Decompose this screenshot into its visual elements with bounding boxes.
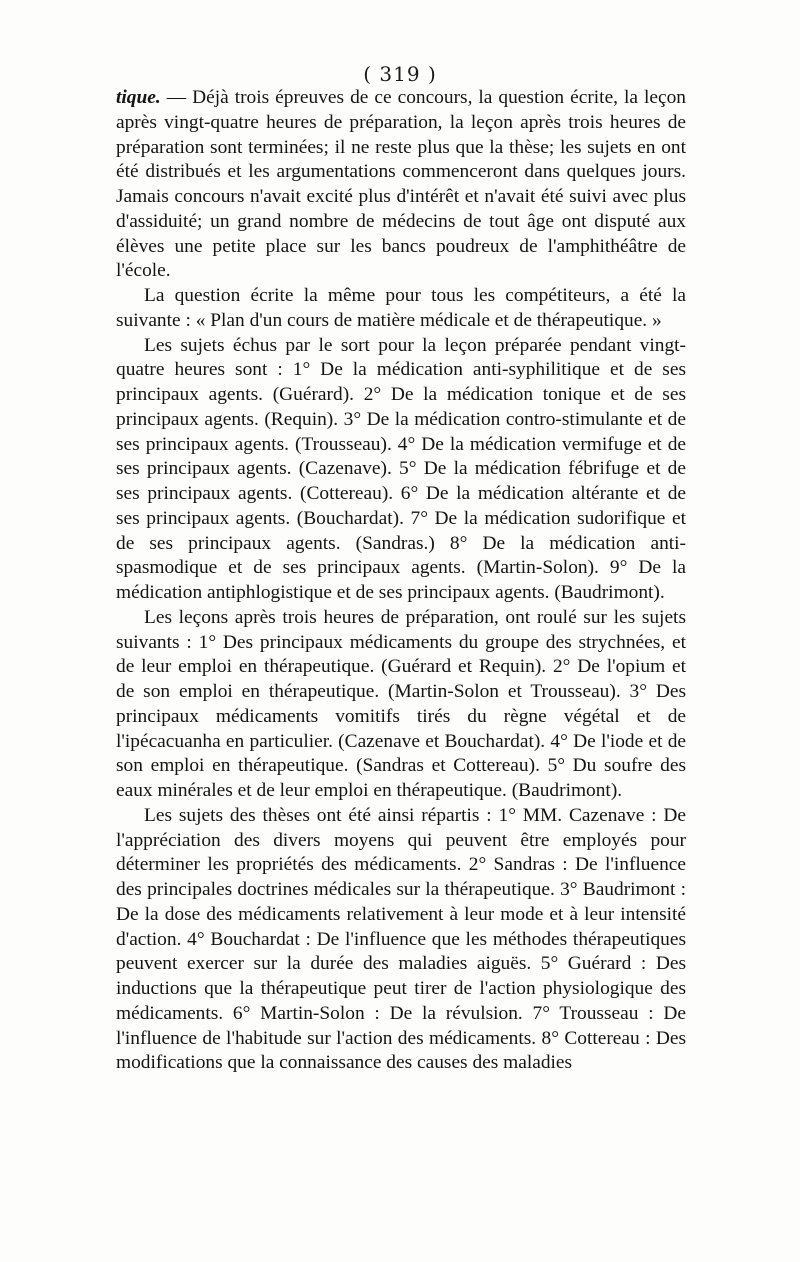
paragraph-written-question: La question écrite la même pour tous les compétiteurs, a été la suivante : « Plan d'un cours de matière médicale et de thérapeutique. »	[116, 285, 686, 331]
paragraph-continuation	[116, 86, 686, 284]
paragraph-3h-lessons: Les leçons après trois heures de préparation, ont roulé sur les sujets suivants : 1° Des principaux médicaments du groupe des strychnées, et de leur emploi en thérapeutique. (Guérard et Requin). 2° De l'opium et de son emploi en thérapeutique. (Martin-Solon et Trousseau). 3° Des principaux médicaments vomitifs tirés du règne végétal et de l'ipécacuanha en particulier. (Cazenave et Bouchardat). 4° De l'iode et de son emploi en thérapeutique. (Sandras et Cottereau). 5° Du soufre des eaux minérales et de leur emploi en thérapeutique. (Baudrimont).	[116, 606, 686, 801]
paragraph-24h-lessons: Les sujets échus par le sort pour la leçon préparée pendant vingt-quatre heures sont : 1° De la médication anti-syphilitique et de ses principaux agents. (Guérard). 2° De la médication tonique et de ses principaux agents. (Requin). 3° De la médication contro-stimulante et de ses principaux agents. (Trousseau). 4° De la médication vermifuge et de ses principaux agents. (Cazenave). 5° De la médication fébrifuge et de ses principaux agents. (Cottereau). 6° De la médication altérante et de ses principaux agents. (Bouchardat). 7° De la médication sudorifique et de ses principaux agents. (Sandras.) 8° De la médication anti-spasmodique et de ses principaux agents. (Martin-Solon). 9° De la médication antiphlogistique et de ses principaux agents. (Baudrimont).	[116, 334, 686, 603]
paragraph-lead-word: tique.	[116, 87, 161, 108]
body-text	[116, 86, 686, 1076]
page-number: ( 319 )	[363, 62, 437, 86]
paragraph-theses: Les sujets des thèses ont été ainsi répartis : 1° MM. Cazenave : De l'appréciation des divers moyens qui peuvent être employés pour déterminer les propriétés des médicaments. 2° Sandras : De l'influence des principales doctrines médicales sur la thérapeutique. 3° Baudrimont : De la dose des médicaments relativement à leur mode et à leur intensité d'action. 4° Bouchardat : De l'influence que les méthodes thérapeutiques peuvent exercer sur la durée des maladies aiguës. 5° Guérard : Des inductions que la thérapeutique peut tirer de l'action physiologique des médicaments. 6° Martin-Solon : De la révulsion. 7° Trousseau : De l'influence de l'habitude sur l'action des médicaments. 8° Cottereau : Des modifications que la connaissance des causes des maladies	[116, 804, 686, 1074]
paragraph-text: — Déjà trois épreuves de ce concours, la question écrite, la leçon après vingt-quatre heures de préparation, la leçon après trois heures de préparation sont terminées; il ne reste plus que la thèse; les sujets en ont été distribués et les argumentations commenceront dans quelques jours. Jamais concours n'avait excité plus d'intérêt et n'avait été suivi avec plus d'assiduité; un grand nombre de médecins de tout âge ont disputé aux élèves une petite place sur les bancs poudreux de l'amphithéâtre de l'école.	[116, 87, 686, 282]
